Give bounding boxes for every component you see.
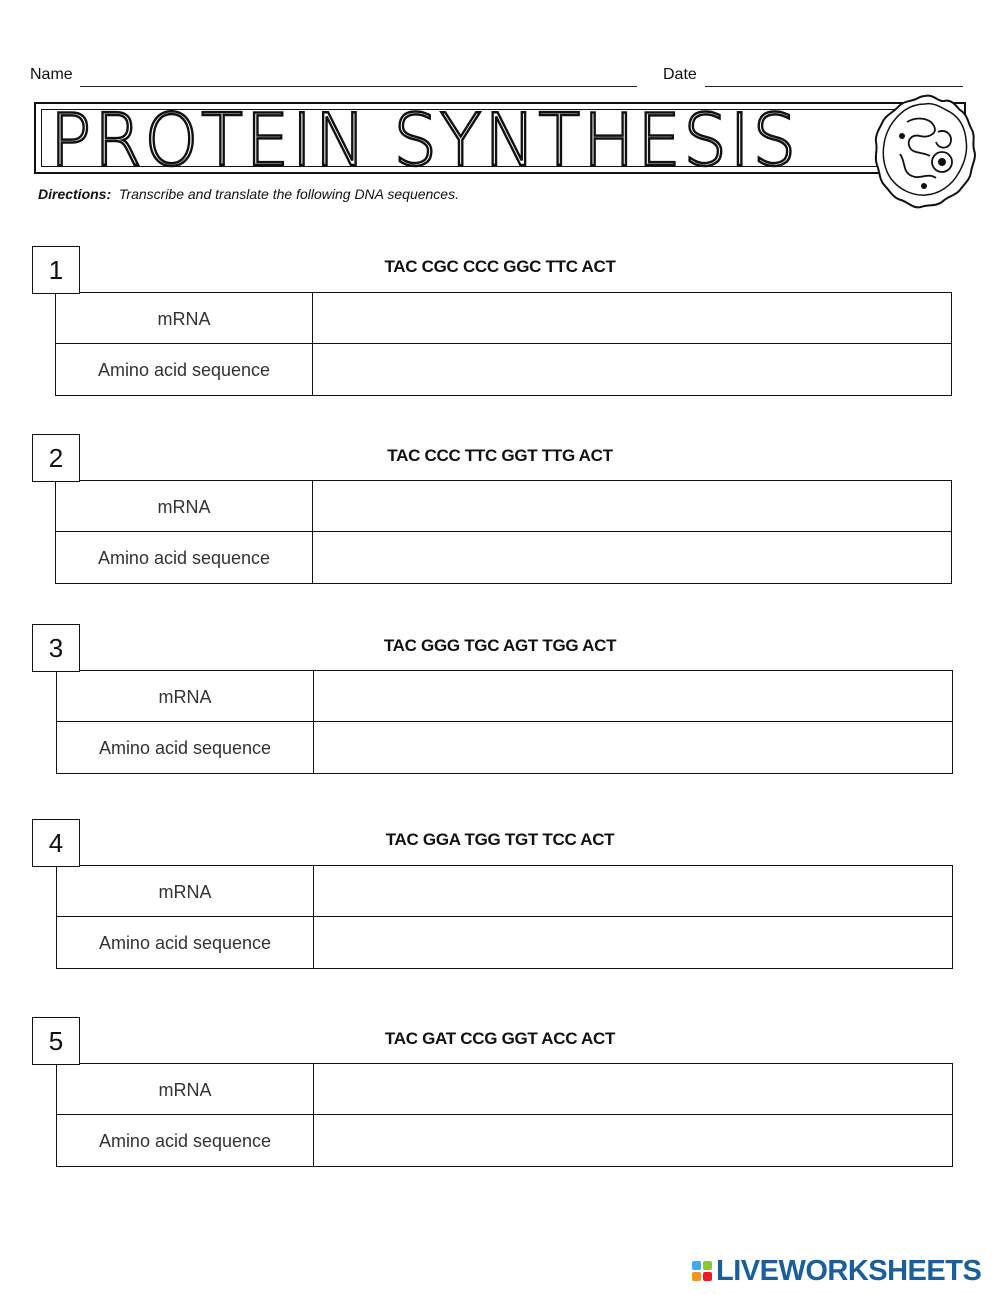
mrna-answer-field[interactable] (314, 481, 951, 530)
directions-label: Directions: (38, 186, 112, 202)
dna-sequence: TAC CCC TTC GGT TTG ACT (387, 446, 613, 465)
name-label: Name (30, 66, 73, 83)
question-number: 5 (32, 1017, 80, 1065)
page-title: PROTEIN SYNTHESIS (50, 98, 799, 182)
question-number: 2 (32, 434, 80, 482)
amino-acid-label: Amino acid sequence (98, 738, 272, 758)
directions (38, 186, 459, 202)
amino-acid-label: Amino acid sequence (97, 548, 271, 568)
answer-table (56, 1063, 953, 1167)
question-number: 1 (32, 246, 80, 294)
mrna-label: mRNA (158, 687, 212, 707)
mrna-answer-field[interactable] (315, 671, 952, 720)
dna-sequence: TAC GGA TGG TGT TCC ACT (385, 830, 615, 849)
amino-acid-label: Amino acid sequence (98, 933, 272, 953)
mrna-label: mRNA (158, 882, 212, 902)
mrna-label: mRNA (157, 309, 211, 329)
logo-mark-icon (692, 1261, 712, 1281)
question-number: 3 (32, 624, 80, 672)
logo-square-icon (703, 1272, 712, 1281)
question-number: 4 (32, 819, 80, 867)
dna-sequence: TAC GAT CCG GGT ACC ACT (384, 1029, 616, 1048)
name-input-line[interactable] (80, 86, 637, 87)
amino-acid-answer-field[interactable] (315, 1116, 952, 1165)
answer-table (56, 865, 953, 969)
logo-square-icon (703, 1261, 712, 1270)
amino-acid-answer-field[interactable] (315, 918, 952, 967)
amino-acid-answer-field[interactable] (314, 345, 951, 394)
mrna-answer-field[interactable] (314, 293, 951, 342)
dna-sequence: TAC CGC CCC GGC TTC ACT (384, 257, 616, 276)
amino-acid-label: Amino acid sequence (98, 1131, 272, 1151)
answer-table (56, 670, 953, 774)
mrna-answer-field[interactable] (315, 866, 952, 915)
amino-acid-answer-field[interactable] (315, 723, 952, 772)
liveworksheets-logo[interactable] (692, 1254, 981, 1288)
mrna-answer-field[interactable] (315, 1064, 952, 1113)
amino-acid-label: Amino acid sequence (97, 360, 271, 380)
mrna-label: mRNA (158, 1080, 212, 1100)
date-input-line[interactable] (705, 86, 963, 87)
answer-table (55, 480, 952, 584)
date-label: Date (663, 66, 697, 83)
amino-acid-answer-field[interactable] (314, 533, 951, 582)
logo-square-icon (692, 1272, 701, 1281)
mrna-label: mRNA (157, 497, 211, 517)
dna-sequence: TAC GGG TGC AGT TGG ACT (383, 636, 617, 655)
cell-illustration-icon (872, 92, 978, 212)
directions-text: Transcribe and translate the following DNA sequences. (118, 186, 459, 202)
logo-square-icon (692, 1261, 701, 1270)
logo-text: LIVEWORKSHEETS (716, 1254, 982, 1287)
answer-table (55, 292, 952, 396)
